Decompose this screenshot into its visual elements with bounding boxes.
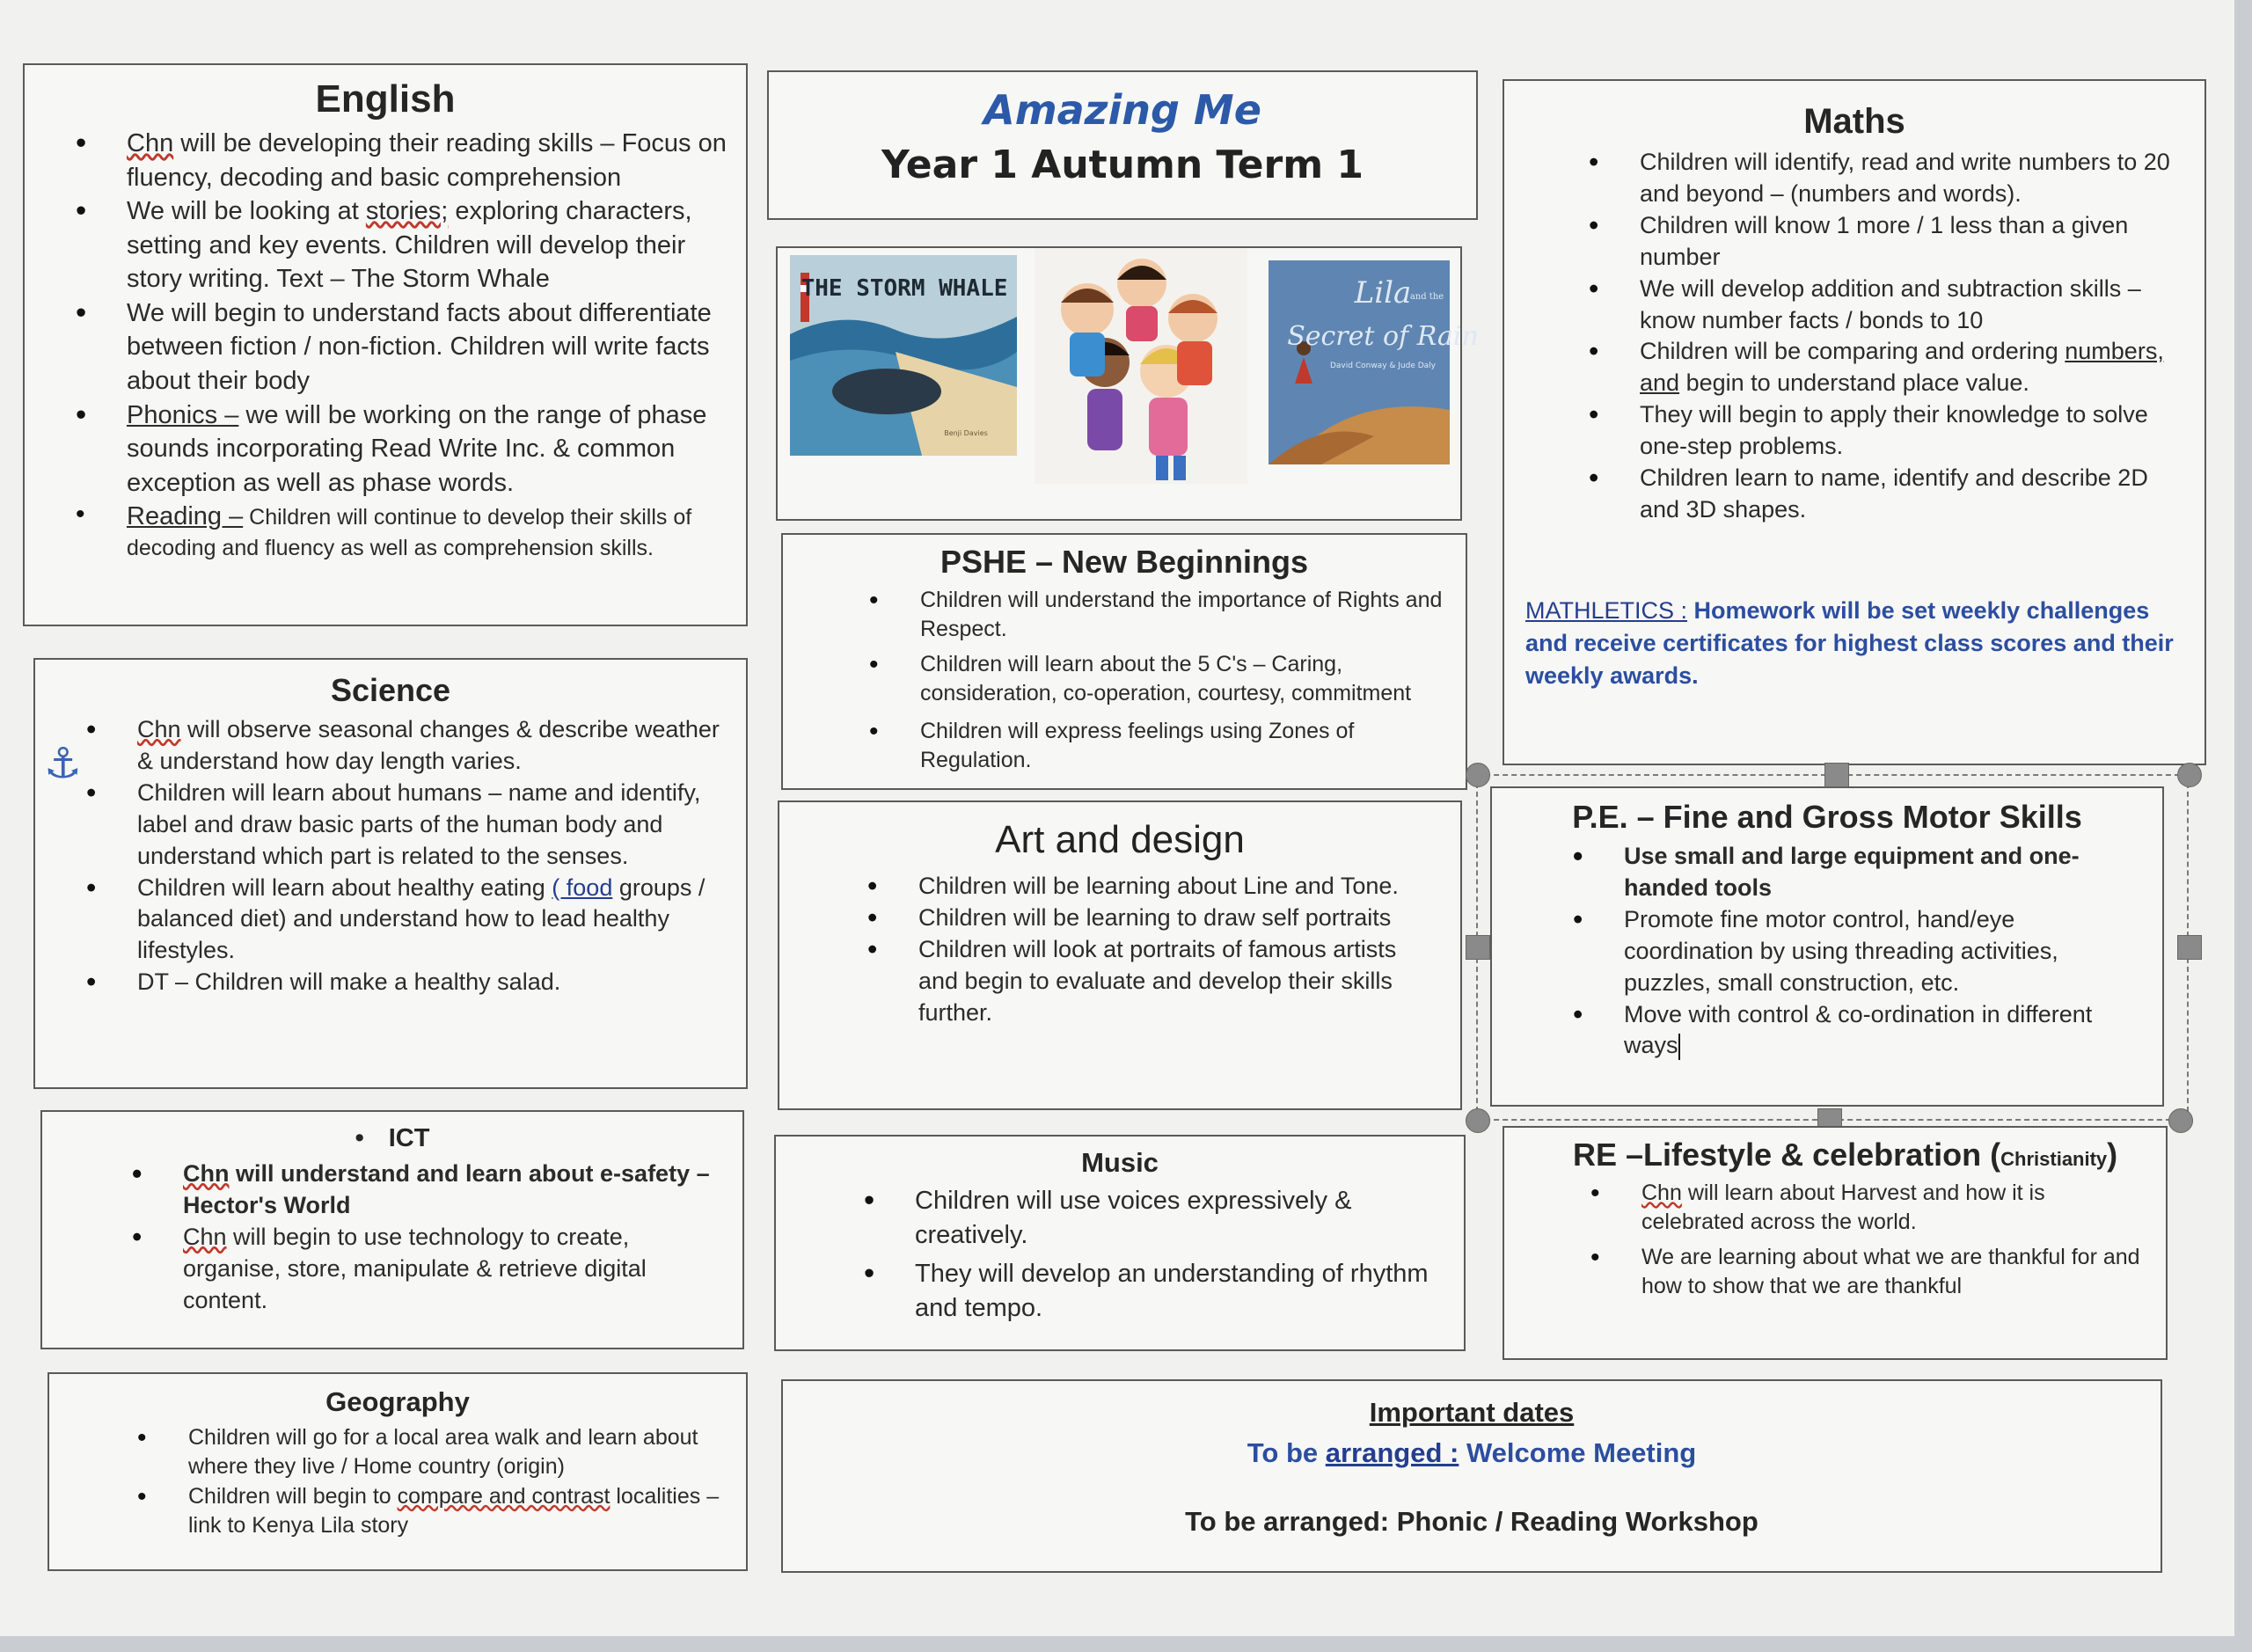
lila-title-line3: Secret of Rain xyxy=(1287,321,1479,352)
list-item xyxy=(918,871,1441,903)
item-text: Use small and large equipment and one-handed tools xyxy=(1624,843,2080,901)
lila-author: David Conway & Jude Daly xyxy=(1329,362,1437,370)
item-text: We are learning about what we are thankful for and how to show that we are thankful xyxy=(1641,1244,2140,1298)
important-dates-box xyxy=(781,1379,2162,1573)
item-text: exploring characters, setting and key events. Children will develop their story writing. Text – The Storm Whale xyxy=(127,197,692,294)
re-heading-close: ) xyxy=(2107,1137,2118,1173)
maths-box xyxy=(1503,79,2206,765)
item-text: groups / balanced diet) and understand how to lead healthy lifestyles. xyxy=(137,874,706,964)
lila-title-line1: Lila xyxy=(1354,275,1412,311)
list-item xyxy=(915,1257,1444,1325)
list-item xyxy=(918,934,1441,1029)
list-item xyxy=(1624,904,2143,999)
storm-whale-book-cover xyxy=(790,255,1017,456)
list-item xyxy=(188,1482,727,1541)
english-heading: English xyxy=(315,77,456,121)
resize-handle-left[interactable] xyxy=(1466,935,1490,960)
item-text: Children will continue to develop their skills of decoding and fluency as well as comprehension skills. xyxy=(127,505,692,560)
maths-list xyxy=(1524,147,2185,526)
anchor-icon[interactable]: ⚓ xyxy=(44,741,83,787)
item-text: We will be looking at xyxy=(127,197,366,226)
resize-handle-bottom-right[interactable] xyxy=(2168,1108,2193,1133)
lila-title-line2: and the xyxy=(1409,292,1444,302)
item-text: Children will understand the importance of Rights and Respect. xyxy=(920,588,1443,642)
science-list xyxy=(55,714,727,998)
english-box xyxy=(23,63,748,626)
pe-heading: P.E. – Fine and Gross Motor Skills xyxy=(1572,799,2082,835)
re-box xyxy=(1503,1126,2168,1360)
spell-word: Chn xyxy=(137,716,181,742)
pe-list xyxy=(1511,841,2143,1062)
dates-line-1-pre: To be xyxy=(1247,1437,1326,1468)
re-heading xyxy=(1524,1137,2146,1173)
item-text: Children will go for a local area walk and learn about where they live / Home country (origin) xyxy=(188,1425,698,1480)
dates-line-1 xyxy=(802,1437,2141,1469)
re-heading-small: Christianity xyxy=(2000,1148,2108,1170)
item-text: Children will learn about humans – name and identify, label and draw basic parts of the human body and understand which part is related to the senses. xyxy=(137,778,701,869)
pshe-list xyxy=(802,586,1446,776)
storm-whale-title: THE STORM WHALE xyxy=(801,275,1008,302)
ict-box xyxy=(40,1110,744,1349)
lila-book-cover xyxy=(1269,260,1479,464)
ict-heading-text: ICT xyxy=(388,1124,430,1152)
item-text: Children will identify, read and write numbers to 20 and beyond – (numbers and words). xyxy=(1640,149,2170,207)
item-text: Children will use voices expressively & creatively. xyxy=(915,1187,1352,1249)
music-list xyxy=(795,1184,1444,1325)
spell-word: Chn xyxy=(1641,1181,1682,1205)
list-item xyxy=(920,586,1446,645)
list-item xyxy=(1624,999,2143,1063)
resize-handle-top[interactable] xyxy=(1824,763,1849,787)
geography-box xyxy=(48,1372,748,1571)
item-text: will learn about Harvest and how it is celebrated across the world. xyxy=(1641,1181,2045,1235)
spell-word: Chn xyxy=(183,1223,227,1250)
underlined-lead: Reading – xyxy=(127,502,244,531)
list-item xyxy=(137,778,727,873)
text-cursor xyxy=(1678,1034,1680,1060)
item-text: Children will learn about the 5 C's – Caring, consideration, co-operation, courtesy, commitment xyxy=(920,651,1412,705)
music-heading: Music xyxy=(1081,1147,1159,1178)
lila-illustration xyxy=(1269,260,1479,464)
item-text: Move with control & co-ordination in different ways xyxy=(1624,1000,2093,1059)
list-item xyxy=(137,967,727,998)
important-dates-heading: Important dates xyxy=(1369,1397,1575,1428)
images-box xyxy=(776,246,1479,521)
art-box xyxy=(778,800,1462,1110)
music-box xyxy=(774,1135,1466,1351)
mathletics-link[interactable]: MATHLETICS : xyxy=(1525,596,1688,624)
maths-heading: Maths xyxy=(1803,102,1905,141)
list-item xyxy=(137,714,727,778)
geography-list xyxy=(69,1423,727,1540)
item-text: Children will begin to xyxy=(188,1483,398,1509)
list-item xyxy=(137,873,727,968)
list-item xyxy=(1640,210,2185,274)
list-item xyxy=(1624,841,2143,904)
dates-line-2: To be arranged: Phonic / Reading Workshop xyxy=(1185,1506,1758,1537)
item-text: will observe seasonal changes & describe weather & understand how day length varies. xyxy=(137,716,720,774)
list-item xyxy=(1640,463,2185,526)
storm-whale-illustration xyxy=(790,255,1017,456)
list-item xyxy=(127,296,727,398)
arranged-link[interactable]: arranged : xyxy=(1325,1437,1459,1468)
ict-list xyxy=(62,1159,723,1317)
dates-line-1-post: Welcome Meeting xyxy=(1459,1437,1697,1468)
mathletics-text: Homework will be set weekly challenges and receive certificates for highest class scores and their weekly awards. xyxy=(1525,596,2174,690)
item-text: We will develop addition and subtraction skills – know number facts / bonds to 10 xyxy=(1640,274,2141,333)
resize-handle-bottom-left[interactable] xyxy=(1466,1108,1490,1133)
item-text: will begin to use technology to create, organise, store, manipulate & retrieve digital content. xyxy=(183,1223,647,1313)
pshe-heading: PSHE – New Beginnings xyxy=(940,544,1309,580)
list-item xyxy=(1640,147,2185,210)
resize-handle-top-left[interactable] xyxy=(1466,763,1490,787)
list-item xyxy=(188,1423,727,1482)
resize-handle-top-right[interactable] xyxy=(2177,763,2202,787)
list-item xyxy=(127,500,727,563)
science-box xyxy=(33,658,748,1089)
storm-whale-author: Benji Davies xyxy=(944,429,988,437)
item-text: Children learn to name, identify and describe 2D and 3D shapes. xyxy=(1640,464,2148,523)
re-heading-text: RE –Lifestyle & celebration ( xyxy=(1573,1137,2001,1173)
list-item xyxy=(1641,1179,2146,1238)
ict-heading: • ICT xyxy=(355,1124,430,1152)
title-main: Amazing Me xyxy=(983,86,1261,134)
children-illustration xyxy=(1035,248,1247,484)
re-list xyxy=(1524,1179,2146,1301)
item-text: Promote fine motor control, hand/eye coordination by using threading activities, puzzles, small construction, etc. xyxy=(1624,905,2058,996)
art-list xyxy=(799,871,1441,1029)
art-heading: Art and design xyxy=(995,818,1245,861)
item-text: Children will know 1 more / 1 less than a given number xyxy=(1640,211,2129,270)
item-text: Children will be learning about Line and Tone. xyxy=(918,873,1399,899)
list-item xyxy=(183,1159,723,1222)
list-item xyxy=(127,398,727,501)
english-list xyxy=(44,127,727,563)
item-text: Children will be comparing and ordering xyxy=(1640,338,2066,365)
list-item xyxy=(1640,336,2185,399)
item-text: localities – link to Kenya Lila story xyxy=(188,1483,720,1538)
list-item xyxy=(183,1222,723,1317)
title-box xyxy=(767,70,1478,220)
item-text: begin to understand place value. xyxy=(1679,369,2029,397)
spell-word: Chn xyxy=(127,129,174,157)
resize-handle-right[interactable] xyxy=(2177,935,2202,960)
list-item xyxy=(918,903,1441,934)
list-item xyxy=(915,1184,1444,1252)
item-text: They will develop an understanding of rhythm and tempo. xyxy=(915,1260,1429,1322)
underlined-lead: Phonics – xyxy=(127,400,239,429)
list-item xyxy=(1641,1243,2146,1302)
item-text: Children will learn about healthy eating xyxy=(137,874,552,901)
list-item xyxy=(1640,274,2185,337)
item-text: Children will be learning to draw self portraits xyxy=(918,903,1392,931)
list-item xyxy=(920,650,1446,709)
pe-box[interactable] xyxy=(1490,786,2164,1107)
pshe-box xyxy=(781,533,1467,790)
numbers-link[interactable]: numbers, and xyxy=(1640,338,2164,397)
item-text: we will be working on the range of phase sounds incorporating Read Write Inc. & common exception as well as phase words. xyxy=(127,400,707,497)
mathletics-note xyxy=(1524,595,2185,693)
spell-word: stories; xyxy=(365,197,449,226)
item-text: Children will express feelings using Zones of Regulation. xyxy=(920,719,1355,773)
item-text: They will begin to apply their knowledge to solve one-step problems. xyxy=(1640,401,2148,460)
item-text: We will begin to understand facts about differentiate between fiction / non-fiction. Children will write facts about their body xyxy=(127,298,712,395)
science-heading: Science xyxy=(330,672,451,708)
item-text: DT – Children will make a healthy salad. xyxy=(137,969,561,996)
item-text: Children will look at portraits of famous artists and begin to evaluate and develop their skills further. xyxy=(918,935,1397,1026)
food-link[interactable]: ( food xyxy=(552,874,613,901)
page-title xyxy=(788,86,1457,187)
item-text: will be developing their reading skills – Focus on fluency, decoding and basic comprehension xyxy=(127,129,727,192)
children-group-image xyxy=(1035,248,1247,484)
list-item xyxy=(920,717,1446,776)
item-text: will understand and learn about e-safety – Hector's World xyxy=(183,1160,710,1218)
spell-word: Chn xyxy=(183,1160,230,1187)
spell-phrase: compare and contrast xyxy=(397,1483,611,1509)
list-item xyxy=(127,127,727,194)
list-item xyxy=(127,194,727,296)
geography-heading: Geography xyxy=(325,1386,470,1417)
list-item xyxy=(1640,399,2185,463)
title-sub: Year 1 Autumn Term 1 xyxy=(881,143,1364,187)
